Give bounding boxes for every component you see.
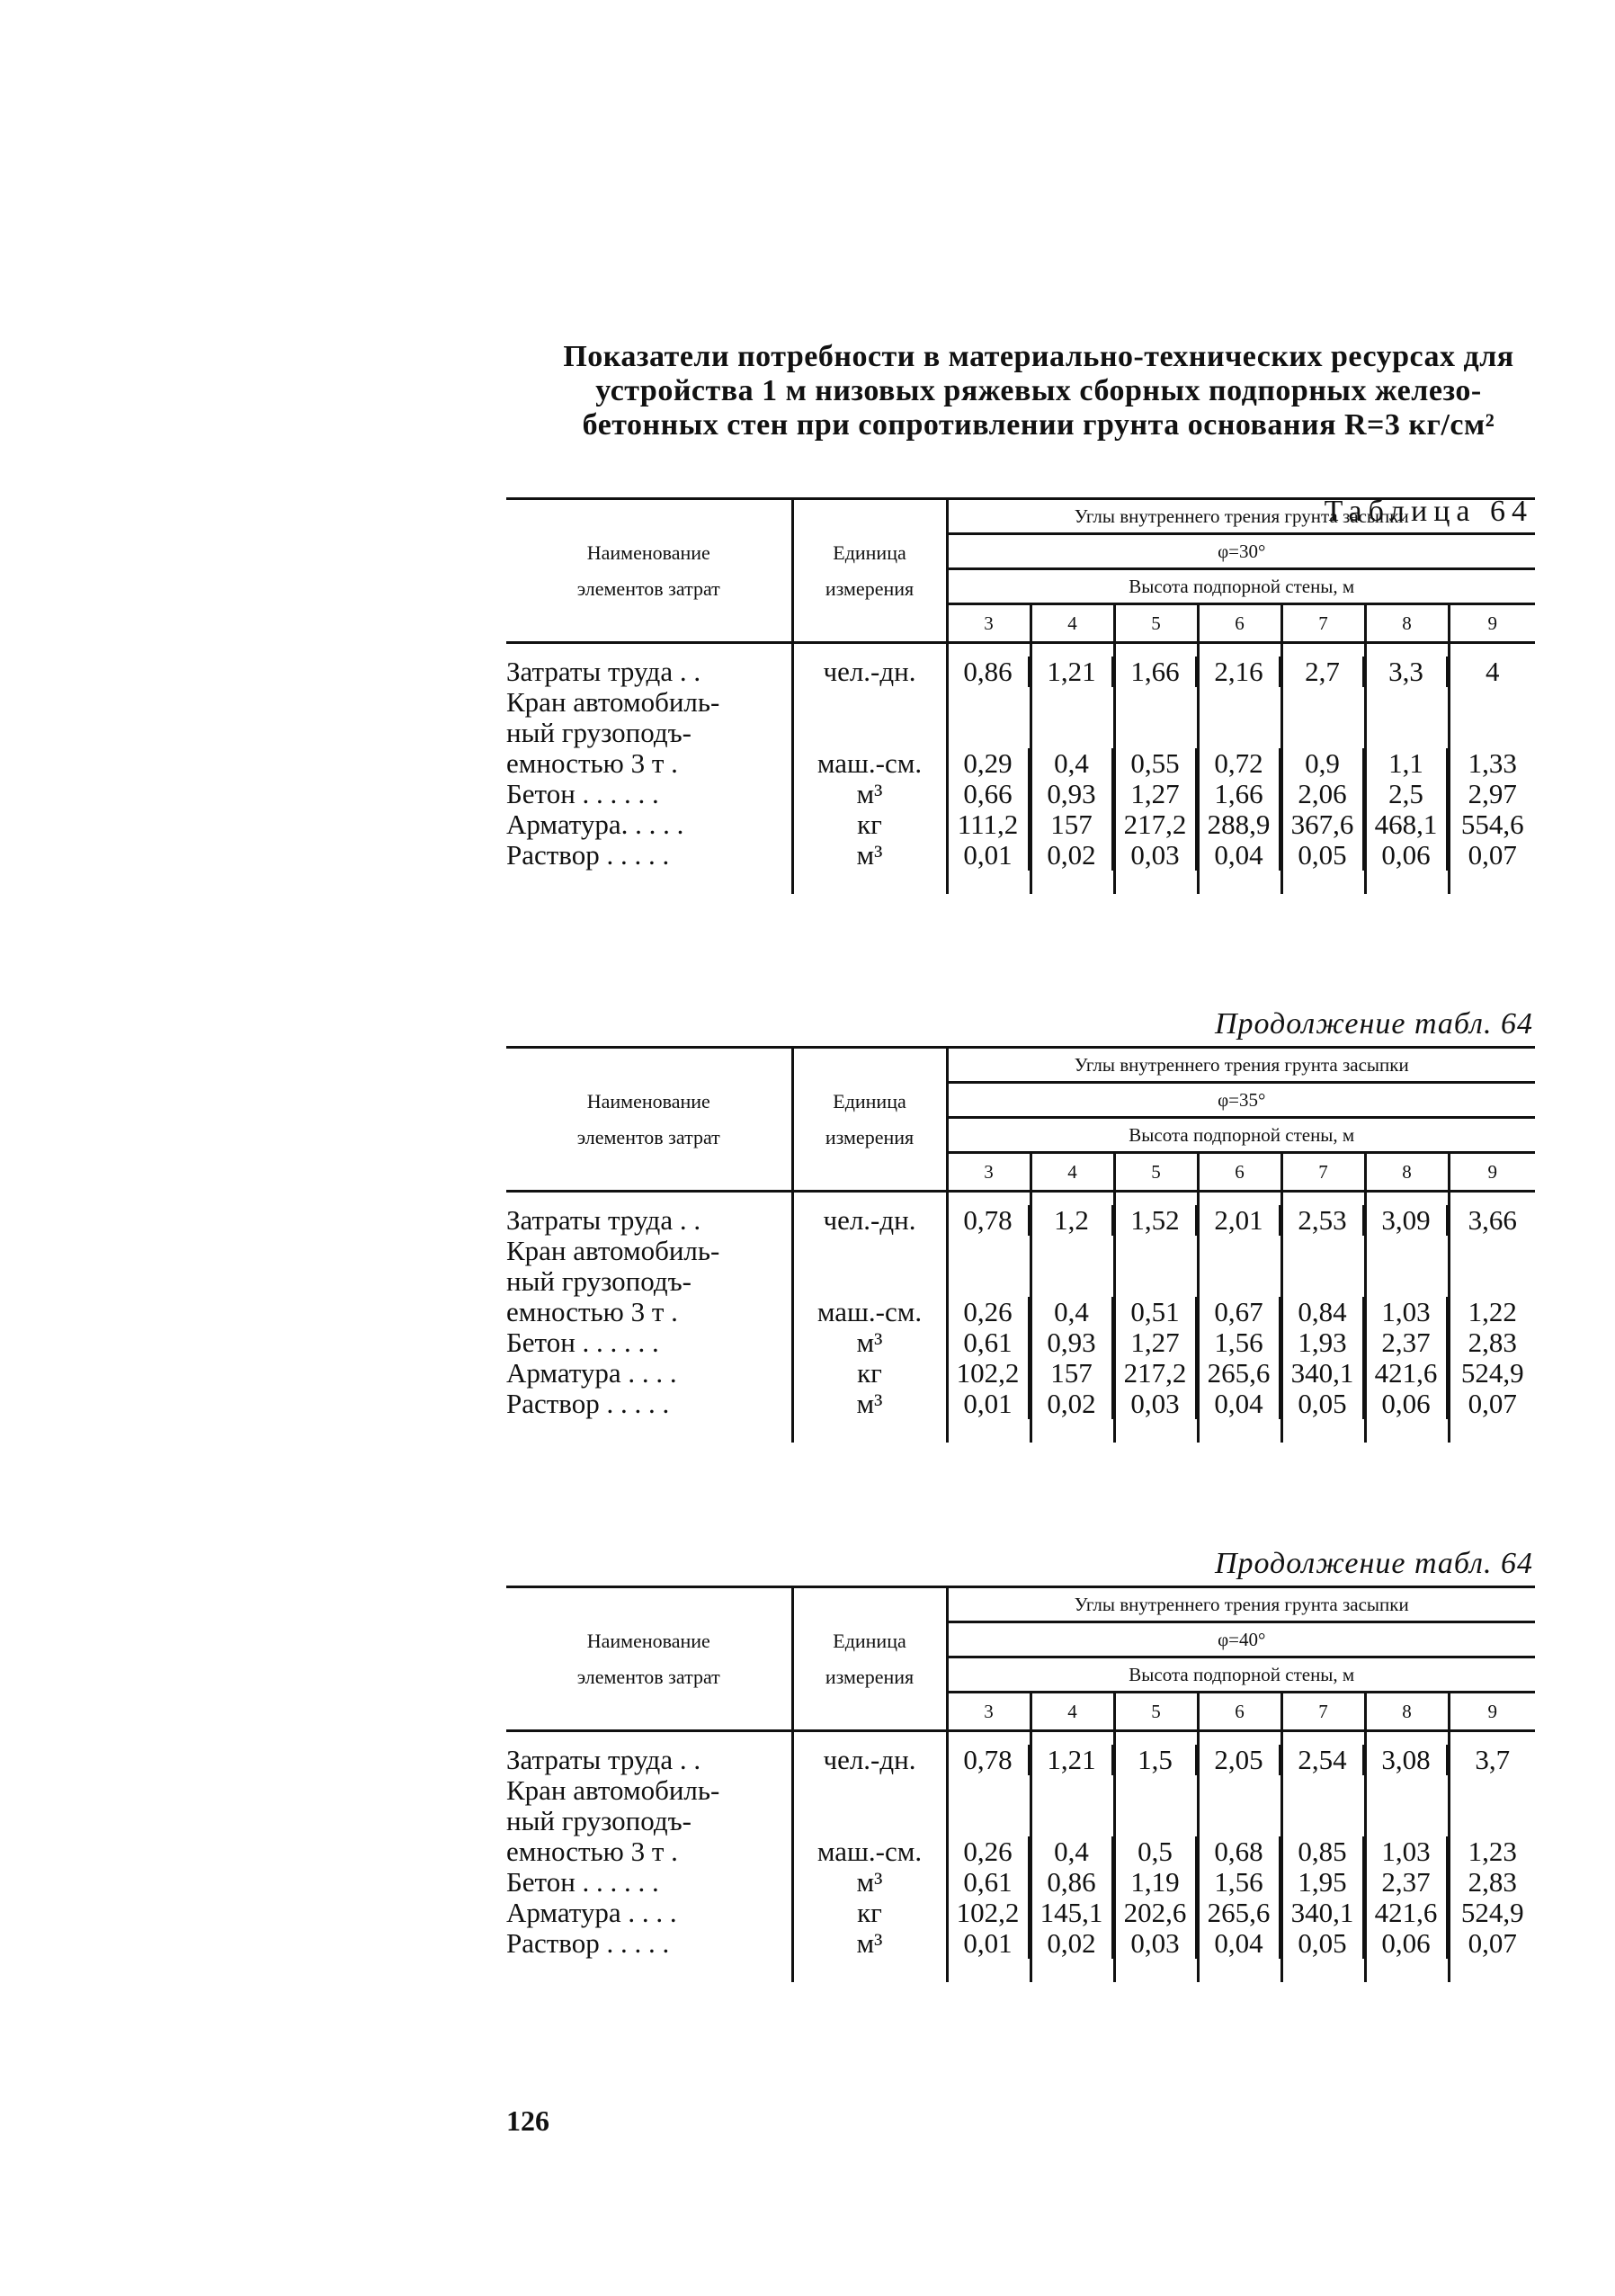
- element-name-line: Затраты труда . .: [506, 1204, 701, 1236]
- unit-header-line-2: измерения: [825, 1665, 915, 1688]
- value-spacer: [1200, 718, 1280, 748]
- value-cell: 2,16: [1200, 657, 1280, 687]
- values-column-3: [1114, 1731, 1198, 1960]
- name-header-line-1: Наименование: [586, 540, 710, 564]
- height-col-5: 7: [1281, 1153, 1365, 1192]
- value-cell: 0,04: [1200, 1928, 1280, 1959]
- height-col-3: 5: [1114, 604, 1198, 643]
- values-column-4: [1198, 643, 1281, 871]
- element-name-line: Бетон . . . . . .: [506, 1327, 659, 1358]
- height-header: Высота подпорной стены, м: [947, 1118, 1535, 1153]
- value-spacer: [1450, 1775, 1536, 1806]
- value-cell: 0,01: [949, 1389, 1030, 1419]
- value-cell: 0,03: [1116, 1389, 1197, 1419]
- value-cell: 1,19: [1116, 1867, 1197, 1898]
- value-cell: 217,2: [1116, 809, 1197, 840]
- value-cell: 0,06: [1367, 840, 1448, 871]
- data-table-2: [506, 1046, 1535, 1443]
- unit-cell: чел.-дн.: [823, 656, 916, 687]
- value-cell: 1,03: [1367, 1297, 1448, 1327]
- value-spacer: [1283, 687, 1364, 718]
- values-column-3: [1114, 1192, 1198, 1420]
- value-cell: 0,05: [1283, 1928, 1364, 1959]
- unit-header-line-1: Единица: [833, 540, 906, 564]
- table-body-row: [506, 1192, 1535, 1420]
- value-cell: 0,02: [1032, 1389, 1113, 1419]
- value-spacer: [949, 1775, 1030, 1806]
- value-spacer: [1200, 1775, 1280, 1806]
- value-cell: 3,09: [1367, 1205, 1448, 1236]
- value-cell: 0,55: [1116, 748, 1197, 779]
- value-spacer: [1450, 718, 1536, 748]
- value-cell: 468,1: [1367, 809, 1448, 840]
- value-cell: 1,03: [1367, 1836, 1448, 1867]
- data-table-3: [506, 1586, 1535, 1982]
- value-cell: 0,72: [1200, 748, 1280, 779]
- angle-header: Углы внутреннего трения грунта засыпки: [947, 1587, 1535, 1622]
- height-col-2: 4: [1031, 1693, 1114, 1731]
- value-cell: 102,2: [949, 1358, 1030, 1389]
- value-cell: 2,83: [1468, 1866, 1517, 1898]
- value-spacer: [1367, 1236, 1448, 1266]
- value-cell: 1,33: [1468, 747, 1517, 779]
- height-col-5: 7: [1281, 1693, 1365, 1731]
- name-header-line-1: Наименование: [586, 1089, 710, 1112]
- value-cell: 2,7: [1283, 657, 1364, 687]
- value-spacer: [1200, 1806, 1280, 1836]
- value-cell: 0,4: [1032, 748, 1113, 779]
- value-spacer: [949, 1236, 1030, 1266]
- unit-column-header: [792, 1587, 947, 1731]
- unit-column-header: [792, 499, 947, 643]
- value-cell: 1,95: [1283, 1867, 1364, 1898]
- element-name-line: Затраты труда . .: [506, 1744, 701, 1775]
- value-spacer: [1367, 1806, 1448, 1836]
- value-cell: 3,3: [1367, 657, 1448, 687]
- name-column-header: [506, 1587, 792, 1731]
- angle-header: Углы внутреннего трения грунта засыпки: [947, 499, 1535, 534]
- values-column-6: [1365, 1192, 1449, 1420]
- height-col-6: 8: [1365, 1153, 1449, 1192]
- values-column-2: [1031, 643, 1114, 871]
- value-cell: 2,83: [1468, 1327, 1517, 1358]
- value-spacer: [1032, 1266, 1113, 1297]
- unit-header-line-2: измерения: [825, 576, 915, 600]
- values-column-1: [947, 643, 1031, 871]
- element-name-line: ный грузоподъ-: [506, 1265, 692, 1297]
- unit-cell: чел.-дн.: [823, 1204, 916, 1236]
- value-cell: 2,06: [1283, 779, 1364, 809]
- value-spacer: [1032, 718, 1113, 748]
- element-name-line: ный грузоподъ-: [506, 1805, 692, 1836]
- value-spacer: [1367, 718, 1448, 748]
- values-column-7: [1449, 1192, 1535, 1420]
- value-spacer: [1032, 1236, 1113, 1266]
- value-spacer: [1367, 1775, 1448, 1806]
- value-cell: 524,9: [1460, 1357, 1524, 1389]
- value-cell: 217,2: [1116, 1358, 1197, 1389]
- value-cell: 3,08: [1367, 1745, 1448, 1775]
- value-spacer: [1367, 1266, 1448, 1297]
- unit-spacer: [794, 1806, 946, 1836]
- unit-header-line-1: Единица: [833, 1089, 906, 1112]
- height-col-1: 3: [947, 1153, 1031, 1192]
- height-col-4: 6: [1198, 604, 1281, 643]
- data-table-1: [506, 497, 1535, 894]
- value-cell: 0,06: [1367, 1389, 1448, 1419]
- element-name-line: Кран автомобиль-: [506, 686, 720, 718]
- value-spacer: [1116, 1806, 1197, 1836]
- values-column-3: [1114, 643, 1198, 871]
- height-header: Высота подпорной стены, м: [947, 1657, 1535, 1693]
- value-spacer: [1283, 1775, 1364, 1806]
- value-cell: 340,1: [1283, 1358, 1364, 1389]
- value-cell: 2,37: [1367, 1327, 1448, 1358]
- value-cell: 1,1: [1367, 748, 1448, 779]
- value-cell: 1,21: [1032, 1745, 1113, 1775]
- element-names: [506, 1731, 792, 1960]
- element-name-line: Арматура. . . . .: [506, 809, 684, 840]
- value-spacer: [1032, 1775, 1113, 1806]
- value-spacer: [1283, 1236, 1364, 1266]
- title-line-3: бетонных стен при сопротивлении грунта основания R=3 кг/см²: [582, 408, 1495, 442]
- value-cell: 0,03: [1116, 840, 1197, 871]
- value-cell: 0,4: [1032, 1836, 1113, 1867]
- value-cell: 524,9: [1460, 1897, 1524, 1928]
- height-col-3: 5: [1114, 1153, 1198, 1192]
- element-name-line: Бетон . . . . . .: [506, 1866, 659, 1898]
- unit-spacer: [794, 1775, 946, 1806]
- unit-cell: м³: [856, 1866, 883, 1898]
- unit-cell: кг: [857, 1357, 882, 1389]
- value-cell: 340,1: [1283, 1898, 1364, 1928]
- value-cell: 0,86: [949, 657, 1030, 687]
- value-cell: 1,93: [1283, 1327, 1364, 1358]
- value-spacer: [1283, 718, 1364, 748]
- value-spacer: [1116, 1236, 1197, 1266]
- units: [792, 1731, 947, 1960]
- value-cell: 3,66: [1468, 1204, 1517, 1236]
- name-header-line-2: элементов затрат: [576, 576, 720, 600]
- unit-spacer: [794, 1236, 946, 1266]
- height-col-2: 4: [1031, 1153, 1114, 1192]
- element-name-line: Кран автомобиль-: [506, 1235, 720, 1266]
- value-cell: 0,61: [949, 1867, 1030, 1898]
- value-cell: 0,04: [1200, 840, 1280, 871]
- value-cell: 0,02: [1032, 1928, 1113, 1959]
- table-body-row: [506, 1731, 1535, 1960]
- height-col-2: 4: [1031, 604, 1114, 643]
- unit-cell: м³: [856, 1327, 883, 1358]
- unit-cell: м³: [856, 1927, 883, 1959]
- element-name-line: емностью 3 т .: [506, 747, 678, 779]
- unit-column-header: [792, 1048, 947, 1192]
- value-cell: 0,51: [1116, 1297, 1197, 1327]
- value-cell: 157: [1032, 809, 1113, 840]
- value-cell: 0,86: [1032, 1867, 1113, 1898]
- value-cell: 1,23: [1468, 1836, 1517, 1867]
- element-name-line: Затраты труда . .: [506, 656, 701, 687]
- value-cell: 0,02: [1032, 840, 1113, 871]
- value-spacer: [949, 1806, 1030, 1836]
- continuation-label-2: Продолжение табл. 64: [1214, 1547, 1533, 1580]
- value-cell: 0,29: [949, 748, 1030, 779]
- value-cell: 265,6: [1200, 1358, 1280, 1389]
- height-col-4: 6: [1198, 1693, 1281, 1731]
- value-cell: 421,6: [1367, 1358, 1448, 1389]
- value-cell: 157: [1032, 1358, 1113, 1389]
- name-column-header: [506, 499, 792, 643]
- value-cell: 0,03: [1116, 1928, 1197, 1959]
- height-col-3: 5: [1114, 1693, 1198, 1731]
- value-cell: 1,27: [1116, 779, 1197, 809]
- element-name-line: Раствор . . . . .: [506, 1388, 670, 1419]
- value-cell: 0,78: [949, 1745, 1030, 1775]
- unit-cell: маш.-см.: [816, 747, 923, 779]
- value-cell: 1,5: [1116, 1745, 1197, 1775]
- element-name-line: Раствор . . . . .: [506, 839, 670, 871]
- value-cell: 0,93: [1032, 779, 1113, 809]
- value-spacer: [1116, 687, 1197, 718]
- value-cell: 1,52: [1116, 1205, 1197, 1236]
- value-cell: 202,6: [1116, 1898, 1197, 1928]
- phi-header: φ=40°: [947, 1622, 1535, 1657]
- value-cell: 0,26: [949, 1836, 1030, 1867]
- unit-cell: м³: [856, 1388, 883, 1419]
- height-col-7: 9: [1449, 1153, 1535, 1192]
- value-cell: 0,9: [1283, 748, 1364, 779]
- bottom-spacer: [506, 1959, 1535, 1982]
- value-cell: 2,97: [1468, 778, 1517, 809]
- height-header: Высота подпорной стены, м: [947, 569, 1535, 604]
- value-cell: 1,21: [1032, 657, 1113, 687]
- page-title: [504, 340, 1574, 442]
- bottom-spacer: [506, 1419, 1535, 1443]
- continuation-label-1: Продолжение табл. 64: [1214, 1007, 1533, 1041]
- table-body-row: [506, 643, 1535, 871]
- value-spacer: [1367, 687, 1448, 718]
- value-spacer: [949, 718, 1030, 748]
- unit-header-line-1: Единица: [833, 1629, 906, 1652]
- value-cell: 0,26: [949, 1297, 1030, 1327]
- values-column-5: [1281, 1192, 1365, 1420]
- value-spacer: [1200, 1236, 1280, 1266]
- values-column-7: [1449, 643, 1535, 871]
- element-name-line: Бетон . . . . . .: [506, 778, 659, 809]
- height-col-5: 7: [1281, 604, 1365, 643]
- unit-cell: м³: [856, 839, 883, 871]
- value-cell: 1,66: [1200, 779, 1280, 809]
- value-cell: 0,66: [949, 779, 1030, 809]
- value-cell: 3,7: [1475, 1744, 1511, 1775]
- element-names: [506, 1192, 792, 1420]
- height-col-1: 3: [947, 604, 1031, 643]
- title-line-1: Показатели потребности в материально-технических ресурсах для: [563, 340, 1514, 373]
- value-cell: 1,22: [1468, 1296, 1517, 1327]
- values-column-2: [1031, 1731, 1114, 1960]
- value-spacer: [1450, 1266, 1536, 1297]
- height-col-4: 6: [1198, 1153, 1281, 1192]
- page-number: 126: [506, 2104, 549, 2137]
- value-spacer: [1283, 1266, 1364, 1297]
- value-cell: 0,05: [1283, 1389, 1364, 1419]
- height-col-1: 3: [947, 1693, 1031, 1731]
- value-spacer: [1200, 1266, 1280, 1297]
- value-spacer: [1283, 1806, 1364, 1836]
- value-cell: 0,05: [1283, 840, 1364, 871]
- value-spacer: [949, 687, 1030, 718]
- title-line-2: устройства 1 м низовых ряжевых сборных подпорных железо-: [595, 374, 1482, 407]
- unit-cell: кг: [857, 809, 882, 840]
- phi-header: φ=30°: [947, 534, 1535, 569]
- value-spacer: [1116, 1266, 1197, 1297]
- table-label: Таблица 64: [1324, 495, 1533, 528]
- bottom-spacer: [506, 871, 1535, 894]
- value-cell: 1,66: [1116, 657, 1197, 687]
- value-cell: 1,56: [1200, 1867, 1280, 1898]
- value-cell: 102,2: [949, 1898, 1030, 1928]
- value-cell: 1,2: [1032, 1205, 1113, 1236]
- value-cell: 367,6: [1283, 809, 1364, 840]
- name-header-line-2: элементов затрат: [576, 1125, 720, 1148]
- value-cell: 0,5: [1116, 1836, 1197, 1867]
- value-cell: 2,53: [1283, 1205, 1364, 1236]
- element-names: [506, 643, 792, 871]
- value-cell: 0,78: [949, 1205, 1030, 1236]
- element-name-line: емностью 3 т .: [506, 1296, 678, 1327]
- unit-cell: маш.-см.: [816, 1296, 923, 1327]
- values-column-7: [1449, 1731, 1535, 1960]
- element-name-line: Раствор . . . . .: [506, 1927, 670, 1959]
- value-cell: 2,37: [1367, 1867, 1448, 1898]
- value-spacer: [1450, 687, 1536, 718]
- element-name-line: ный грузоподъ-: [506, 717, 692, 748]
- value-cell: 145,1: [1032, 1898, 1113, 1928]
- units: [792, 1192, 947, 1420]
- value-cell: 0,93: [1032, 1327, 1113, 1358]
- value-cell: 0,01: [949, 840, 1030, 871]
- values-column-5: [1281, 1731, 1365, 1960]
- name-header-line-2: элементов затрат: [576, 1665, 720, 1688]
- name-header-line-1: Наименование: [586, 1629, 710, 1652]
- angle-header: Углы внутреннего трения грунта засыпки: [947, 1048, 1535, 1083]
- value-cell: 421,6: [1367, 1898, 1448, 1928]
- name-column-header: [506, 1048, 792, 1192]
- value-spacer: [1032, 687, 1113, 718]
- value-cell: 554,6: [1460, 809, 1524, 840]
- height-col-7: 9: [1449, 1693, 1535, 1731]
- value-cell: 0,07: [1468, 839, 1517, 871]
- unit-cell: м³: [856, 778, 883, 809]
- height-col-7: 9: [1449, 604, 1535, 643]
- value-spacer: [1116, 718, 1197, 748]
- value-cell: 0,67: [1200, 1297, 1280, 1327]
- values-column-1: [947, 1731, 1031, 1960]
- values-column-4: [1198, 1731, 1281, 1960]
- values-column-6: [1365, 643, 1449, 871]
- value-cell: 0,4: [1032, 1297, 1113, 1327]
- values-column-1: [947, 1192, 1031, 1420]
- values-column-5: [1281, 643, 1365, 871]
- values-column-2: [1031, 1192, 1114, 1420]
- element-name-line: Арматура . . . .: [506, 1897, 677, 1928]
- value-spacer: [1200, 687, 1280, 718]
- value-cell: 0,85: [1283, 1836, 1364, 1867]
- values-column-4: [1198, 1192, 1281, 1420]
- value-spacer: [1450, 1236, 1536, 1266]
- units: [792, 643, 947, 871]
- value-spacer: [1450, 1806, 1536, 1836]
- value-cell: 0,06: [1367, 1928, 1448, 1959]
- unit-spacer: [794, 1266, 946, 1297]
- value-cell: 2,01: [1200, 1205, 1280, 1236]
- value-cell: 0,04: [1200, 1389, 1280, 1419]
- value-cell: 4: [1486, 656, 1500, 687]
- unit-cell: чел.-дн.: [823, 1744, 916, 1775]
- height-col-6: 8: [1365, 604, 1449, 643]
- value-cell: 0,07: [1468, 1388, 1517, 1419]
- unit-cell: кг: [857, 1897, 882, 1928]
- element-name-line: Арматура . . . .: [506, 1357, 677, 1389]
- value-cell: 0,68: [1200, 1836, 1280, 1867]
- values-column-6: [1365, 1731, 1449, 1960]
- unit-cell: маш.-см.: [816, 1836, 923, 1867]
- value-cell: 0,07: [1468, 1927, 1517, 1959]
- element-name-line: Кран автомобиль-: [506, 1774, 720, 1806]
- value-cell: 111,2: [949, 809, 1030, 840]
- value-spacer: [949, 1266, 1030, 1297]
- value-spacer: [1032, 1806, 1113, 1836]
- value-cell: 288,9: [1200, 809, 1280, 840]
- value-cell: 265,6: [1200, 1898, 1280, 1928]
- value-cell: 1,27: [1116, 1327, 1197, 1358]
- phi-header: φ=35°: [947, 1083, 1535, 1118]
- element-name-line: емностью 3 т .: [506, 1836, 678, 1867]
- value-cell: 1,56: [1200, 1327, 1280, 1358]
- value-cell: 0,01: [949, 1928, 1030, 1959]
- unit-spacer: [794, 718, 946, 748]
- value-cell: 0,84: [1283, 1297, 1364, 1327]
- unit-spacer: [794, 687, 946, 718]
- height-col-6: 8: [1365, 1693, 1449, 1731]
- value-spacer: [1116, 1775, 1197, 1806]
- value-cell: 2,54: [1283, 1745, 1364, 1775]
- value-cell: 2,05: [1200, 1745, 1280, 1775]
- value-cell: 2,5: [1367, 779, 1448, 809]
- value-cell: 0,61: [949, 1327, 1030, 1358]
- unit-header-line-2: измерения: [825, 1125, 915, 1148]
